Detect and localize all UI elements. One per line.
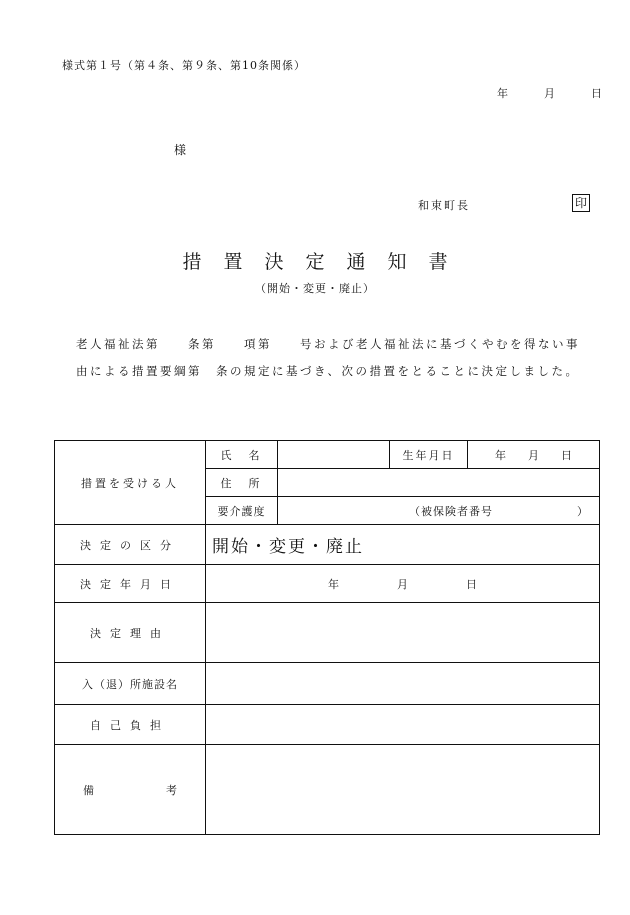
- care-level-field[interactable]: [278, 497, 600, 525]
- facility-name-label: 入（退）所施設名: [55, 663, 206, 705]
- name-label: 氏 名: [206, 441, 278, 469]
- date-day-label: 日: [591, 87, 602, 100]
- decision-type-label: 決定の区分: [55, 525, 206, 565]
- birth-year-label: 年: [495, 448, 506, 462]
- remarks-label-a: 備: [83, 783, 94, 797]
- recipient-label: 措置を受ける人: [55, 441, 206, 525]
- decision-date-label: 決定年月日: [55, 565, 206, 603]
- table-row: [55, 441, 600, 469]
- birthdate-field[interactable]: [468, 441, 600, 469]
- decision-day-label: 日: [466, 577, 477, 591]
- table-row: [55, 663, 600, 705]
- decision-month-label: 月: [397, 577, 408, 591]
- table-row: [55, 525, 600, 565]
- insured-number-label: （被保険者番号 ）: [409, 504, 589, 518]
- date-month-label: 月: [544, 87, 555, 100]
- remarks-field[interactable]: [206, 745, 600, 835]
- address-field[interactable]: [278, 469, 600, 497]
- address-label: 住 所: [206, 469, 278, 497]
- table-row: [55, 565, 600, 603]
- body-text-line-1: 老人福祉法第 条第 項第 号および老人福祉法に基づくやむを得ない事: [76, 337, 580, 351]
- remarks-label: [55, 745, 206, 835]
- birthdate-label: 生年月日: [390, 441, 468, 469]
- seal-mark: 印: [572, 194, 590, 212]
- facility-name-field[interactable]: [206, 663, 600, 705]
- issuer-title: 和束町長: [418, 199, 470, 212]
- decision-table: [54, 440, 600, 835]
- name-field[interactable]: [278, 441, 390, 469]
- birth-day-label: 日: [561, 448, 572, 462]
- document-title: 措置決定通知書: [182, 251, 470, 273]
- self-pay-label: 自己負担: [55, 705, 206, 745]
- self-pay-field[interactable]: [206, 705, 600, 745]
- decision-reason-label: 決定理由: [55, 603, 206, 663]
- addressee-suffix: 様: [174, 143, 187, 157]
- document-subtitle: （開始・変更・廃止）: [255, 282, 375, 295]
- form-number: 様式第１号（第４条、第９条、第10条関係）: [62, 59, 306, 72]
- birth-month-label: 月: [528, 448, 539, 462]
- decision-year-label: 年: [328, 577, 339, 591]
- body-text-line-2: 由による措置要綱第 条の規定に基づき、次の措置をとることに決定しました。: [76, 364, 580, 378]
- care-level-label: 要介護度: [206, 497, 278, 525]
- table-row: [55, 603, 600, 663]
- issue-date-line: [497, 85, 602, 101]
- table-row: [55, 745, 600, 835]
- decision-date-field[interactable]: [206, 565, 600, 603]
- decision-type-value[interactable]: 開始・変更・廃止: [206, 525, 600, 565]
- decision-reason-field[interactable]: [206, 603, 600, 663]
- date-year-label: 年: [497, 87, 508, 100]
- table-row: [55, 705, 600, 745]
- remarks-label-b: 考: [166, 783, 177, 797]
